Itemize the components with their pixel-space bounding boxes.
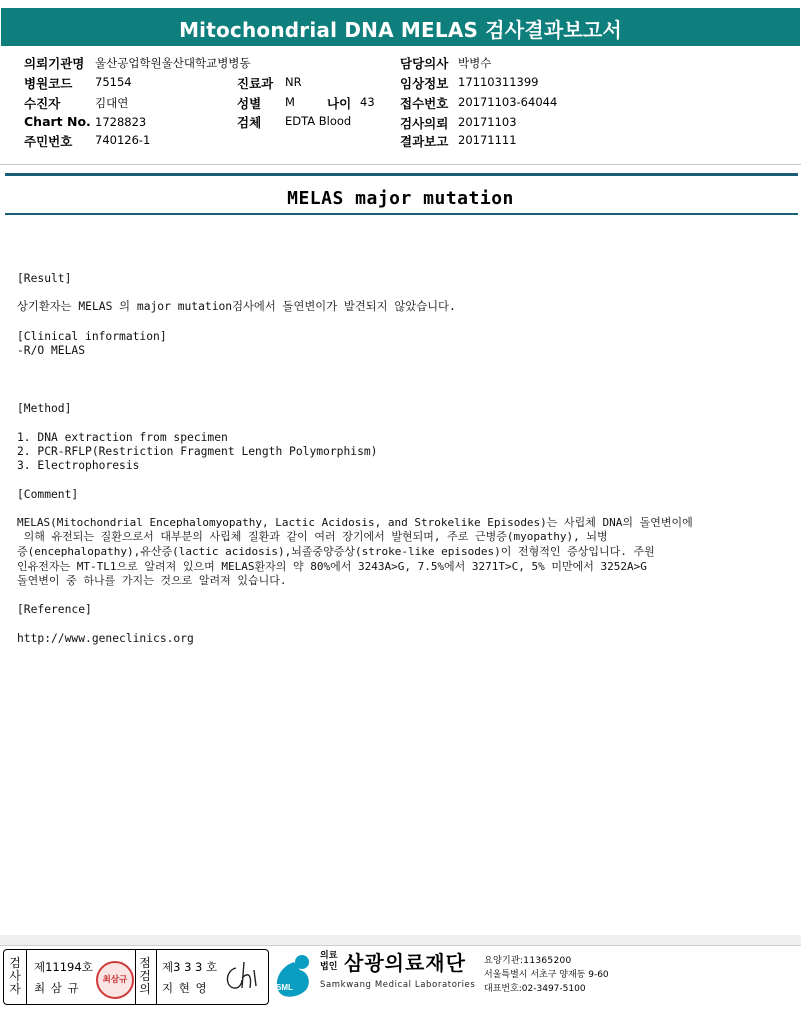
- method-item: 3. Electrophoresis: [17, 459, 140, 472]
- clinical-heading: [Clinical information]: [17, 330, 167, 343]
- specimen-label: 검체: [237, 115, 262, 130]
- doctor-value: 박병수: [458, 56, 492, 70]
- org-type-line: 법인: [320, 962, 338, 972]
- reviewer-label-char: 점: [139, 956, 151, 970]
- org-name: 삼광의료재단: [344, 951, 466, 975]
- clinical-value: 17110311399: [458, 75, 539, 89]
- method-item: 1. DNA extraction from specimen: [17, 431, 228, 444]
- sex-label: 성별: [237, 96, 262, 111]
- org-code: 요양기관:11365200: [484, 956, 572, 966]
- requester-label: 의뢰기관명: [24, 56, 85, 71]
- sig-divider: [135, 950, 136, 1004]
- method-item: 2. PCR-RFLP(Restriction Fragment Length Polymorphism): [17, 445, 378, 458]
- reviewer-label-char: 검: [139, 969, 151, 983]
- hospital-code-value: 75154: [95, 75, 132, 89]
- method-heading: [Method]: [17, 402, 72, 415]
- patient-label: 수진자: [24, 96, 61, 111]
- org-type-line: 의료: [320, 951, 338, 961]
- reference-link[interactable]: http://www.geneclinics.org: [17, 632, 194, 645]
- reviewer-label-char: 의: [139, 982, 151, 996]
- receipt-value: 20171103-64044: [458, 95, 558, 109]
- comment-heading: [Comment]: [17, 488, 79, 501]
- sig-divider: [156, 950, 157, 1004]
- comment-line: 증(encephalopathy),유산증(lactic acidosis),뇌졸중양증상(stroke-like episodes)이 전형적인 증상입니다. 주원: [17, 545, 655, 558]
- inspector-label-char: 검: [9, 956, 21, 970]
- seal-text: 최삼규: [102, 975, 128, 985]
- clinical-label: 임상정보: [400, 76, 449, 91]
- report-date-label: 결과보고: [400, 134, 449, 149]
- result-text: 상기환자는 MELAS 의 major mutation검사에서 돌연변이가 발견되지 않았습니다.: [17, 300, 456, 313]
- signature-handwritten: [222, 958, 262, 994]
- inspector-label-char: 사: [9, 969, 21, 983]
- hospital-code-label: 병원코드: [24, 76, 73, 91]
- chart-label: Chart No.: [24, 114, 91, 129]
- signature-box: [3, 949, 269, 1005]
- section-title: MELAS major mutation: [287, 188, 514, 209]
- inspector-name: 최 삼 규: [34, 981, 80, 995]
- footer-band: [0, 935, 801, 945]
- comment-line: MELAS(Mitochondrial Encephalomyopathy, Lactic Acidosis, and Strokelike Episodes)는 사립체 DNA의 돌연변이에: [17, 516, 693, 529]
- inspector-license: 제11194호: [34, 960, 93, 974]
- org-name-en: Samkwang Medical Laboratories: [320, 980, 476, 990]
- inspector-label: [8, 957, 22, 996]
- dept-label: 진료과: [237, 76, 274, 91]
- section-bottom-rule: [5, 213, 798, 215]
- patient-info-panel: [0, 46, 801, 165]
- specimen-value: EDTA Blood: [285, 114, 352, 128]
- receipt-label: 접수번호: [400, 96, 449, 111]
- org-phone: 대표번호:02-3497-5100: [484, 984, 586, 994]
- report-date-value: 20171111: [458, 133, 517, 147]
- report-title: Mitochondrial DNA MELAS 검사결과보고서: [179, 18, 622, 42]
- inspector-label-char: 자: [9, 982, 21, 996]
- reviewer-license: 제3 3 3 호: [162, 960, 218, 974]
- comment-line: 인유전자는 MT-TL1으로 알려져 있으며 MELAS환자의 약 80%에서 3243A>G, 7.5%에서 3271T>C, 5% 미만에서 3252A>G: [17, 560, 647, 573]
- reviewer-label: [137, 957, 153, 996]
- section-top-rule: [5, 173, 798, 176]
- result-heading: [Result]: [17, 272, 72, 285]
- sig-divider: [26, 950, 27, 1004]
- clinical-text: -R/O MELAS: [17, 344, 86, 357]
- id-label: 주민번호: [24, 134, 73, 149]
- org-address: 서울특별시 서초구 양재동 9-60: [484, 970, 609, 980]
- report-header: [1, 8, 800, 46]
- patient-value: 김대연: [95, 96, 129, 110]
- age-value: 43: [360, 95, 375, 109]
- reviewer-name: 지 현 영: [162, 981, 208, 995]
- age-label: 나이: [327, 96, 352, 111]
- reference-heading: [Reference]: [17, 603, 92, 616]
- sex-value: M: [285, 95, 295, 109]
- seal-stamp: [96, 961, 134, 999]
- request-date-value: 20171103: [458, 115, 517, 129]
- comment-line: 의해 유전되는 질환으로서 대부분의 사립체 질환과 같이 여러 장기에서 발현되며, 주로 근병증(myopathy), 뇌병: [17, 530, 608, 543]
- id-value: 740126-1: [95, 133, 151, 147]
- request-date-label: 검사의뢰: [400, 116, 449, 131]
- doctor-label: 담당의사: [400, 56, 449, 71]
- org-type: [320, 951, 337, 973]
- dept-value: NR: [285, 75, 302, 89]
- logo-text: SML: [276, 983, 293, 992]
- comment-line: 돌연변이 중 하나를 가지는 것으로 알려져 있습니다.: [17, 574, 287, 587]
- requester-value: 울산공업학원울산대학교병병동: [95, 56, 251, 70]
- sml-logo-icon: [272, 950, 316, 1000]
- chart-value: 1728823: [95, 115, 147, 129]
- footer-divider: [0, 945, 801, 946]
